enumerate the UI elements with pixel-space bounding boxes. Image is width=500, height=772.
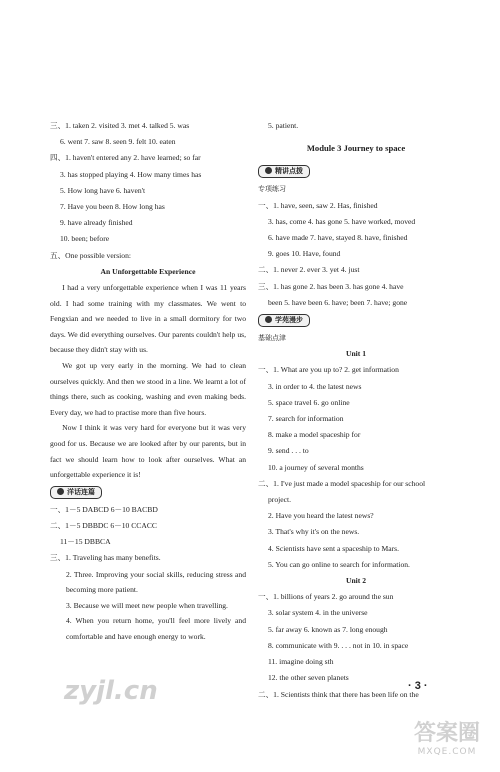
answer-line: 三、1. Traveling has many benefits. xyxy=(50,553,161,563)
left-column xyxy=(50,118,246,645)
essay-paragraph: Now I think it was very hard for everyone but it was very good for us. Because we are looked after by our parents, but in fact we should learn how to look after ourselves. What an unforgettable experience it is! xyxy=(50,423,246,480)
answer-line: 二、1－5 DBBDC 6－10 CCACC xyxy=(50,520,157,530)
watermark-right-url: MXQE.COM xyxy=(417,747,477,757)
page-number: · 3 · xyxy=(408,680,428,692)
answer-line: project. xyxy=(268,495,291,505)
essay-paragraph: We got up very early in the morning. We had to clean ourselves quickly. And then we stood in a line. We learnt a lot of things there, such as cooking, washing and even making beds. Every day, we had to practise more than five hours. xyxy=(50,361,246,417)
answer-line: 四、1. haven't entered any 2. have learned; so far xyxy=(50,153,201,163)
watermark-left: zyjl.cn xyxy=(64,676,158,706)
section-badge: 学苑漫步 xyxy=(258,311,454,330)
answer-line: 10. a journey of several months xyxy=(268,462,364,472)
answer-line: 9. have already finished xyxy=(60,218,133,228)
answer-line: 3. has, come 4. has gone 5. have worked, moved xyxy=(268,216,416,226)
essay-paragraph: I had a very unforgettable experience when I was 11 years old. I had some training with my classmates. We went to Fengxian and we needed to live in a small dormitory for two days. We did everything ourselves. Our parents couldn't help us, because they didn't stay with us. xyxy=(50,283,246,355)
answer-line: 4. Scientists have sent a spaceship to Mars. xyxy=(268,543,399,553)
answer-line: 二、1. I've just made a model spaceship for our school xyxy=(258,478,426,488)
answer-line: 6. have made 7. have, stayed 8. have, finished xyxy=(268,233,408,243)
answer-line: 7. Have you been 8. How long has xyxy=(60,202,165,212)
unit-title: Unit 1 xyxy=(345,349,367,359)
answer-line: 三、1. taken 2. visited 3. met 4. talked 5. was xyxy=(50,121,190,130)
answer-line: 9. goes 10. Have, found xyxy=(268,249,341,259)
answer-line: 5. patient. xyxy=(268,121,299,130)
watermark-right xyxy=(402,716,492,757)
answer-line: 3. has stopped playing 4. How many times has xyxy=(60,169,202,179)
answer-line: 一、1. billions of years 2. go around the sun xyxy=(258,592,394,602)
answer-line: 二、1. Scientists think that there has been life on the xyxy=(258,689,419,699)
answer-line: 8. make a model spaceship for xyxy=(268,430,361,440)
answer-line: 3. Because we will meet new people when travelling. xyxy=(66,600,228,610)
answer-line: 11. imagine doing sth xyxy=(268,657,334,667)
answer-line: 2. Three. Improving your social skills, reducing stress and becoming more patient. xyxy=(66,569,246,595)
answer-line: 五、One possible version: xyxy=(50,250,131,260)
section-badge: 精讲点拨 xyxy=(258,162,454,181)
subheading: 专项练习 xyxy=(258,185,286,194)
answer-line: 2. Have you heard the latest news? xyxy=(268,511,374,521)
answer-line: 11－15 DBBCA xyxy=(60,537,111,547)
answer-line: 6. went 7. saw 8. seen 9. felt 10. eaten xyxy=(60,137,176,147)
essay-title: An Unforgettable Experience xyxy=(100,266,196,276)
answer-line: 4. When you return home, you'll feel more lively and comfortable and have enough energy to work. xyxy=(66,616,246,641)
answer-line: 5. How long have 6. haven't xyxy=(60,185,146,195)
answer-line: 5. far away 6. known as 7. long enough xyxy=(268,624,388,634)
answer-line: 3. That's why it's on the news. xyxy=(268,527,360,537)
module-title: Module 3 Journey to space xyxy=(306,143,406,154)
badge-dot-icon xyxy=(265,316,272,323)
right-column xyxy=(258,118,454,703)
answer-line: been 5. have been 6. have; been 7. have; gone xyxy=(268,297,408,307)
unit-title: Unit 2 xyxy=(345,576,367,586)
answer-line: 10. been; before xyxy=(60,234,110,244)
answer-line: 三、1. has gone 2. has been 3. has gone 4. have xyxy=(258,281,404,291)
answer-line: 一、1－5 DABCD 6－10 BACBD xyxy=(50,504,158,514)
answer-line: 12. the other seven planets xyxy=(268,673,349,683)
answer-line: 一、1. What are you up to? 2. get information xyxy=(258,365,399,375)
answer-line: 7. search for information xyxy=(268,414,344,424)
answer-line: 一、1. have, seen, saw 2. Has, finished xyxy=(258,200,378,210)
badge-dot-icon xyxy=(57,488,64,495)
section-badge: 洋话连篇 xyxy=(50,483,246,502)
watermark-right-logo: 答案圈 xyxy=(413,721,480,746)
answer-line: 3. solar system 4. in the universe xyxy=(268,608,368,618)
subheading: 基础点津 xyxy=(258,334,286,343)
answer-line: 9. send . . . to xyxy=(268,446,309,456)
answer-line: 5. space travel 6. go online xyxy=(268,397,350,407)
answer-line: 5. You can go online to search for information. xyxy=(268,559,410,569)
answer-line: 3. in order to 4. the latest news xyxy=(268,381,362,391)
answer-line: 8. communicate with 9. . . . not in 10. in space xyxy=(268,640,409,650)
answer-line: 二、1. never 2. ever 3. yet 4. just xyxy=(258,265,360,275)
badge-dot-icon xyxy=(265,167,272,174)
